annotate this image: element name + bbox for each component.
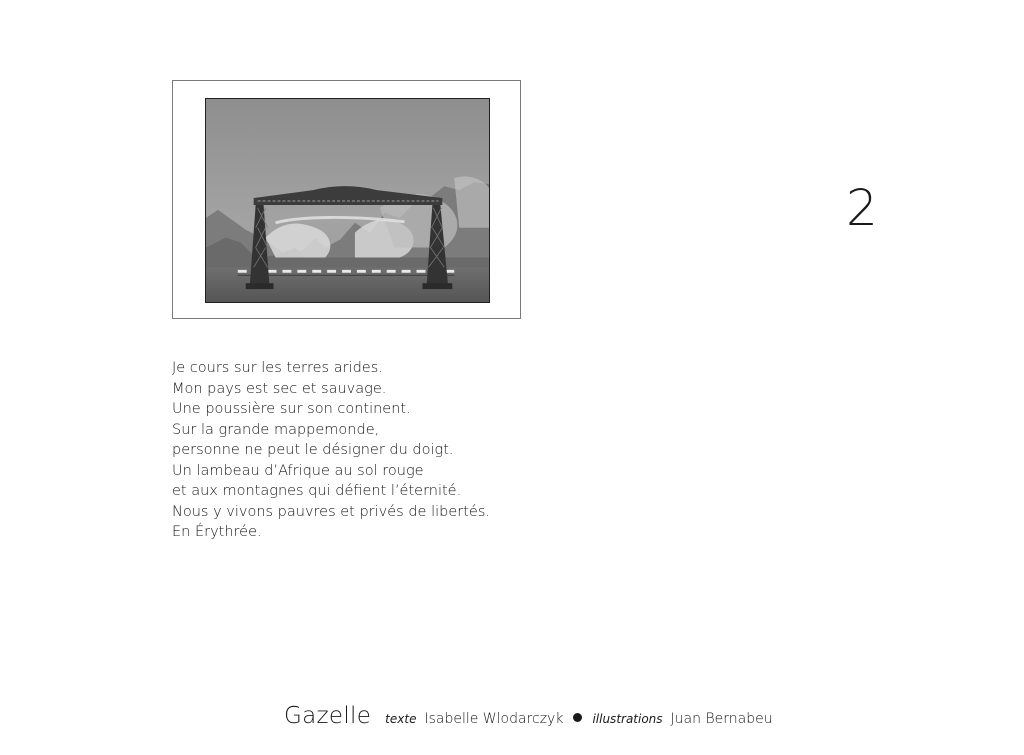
texte-label: texte — [385, 712, 417, 726]
poem-line: Nous y vivons pauvres et privés de libertés. — [172, 503, 490, 520]
illustration-frame — [172, 80, 521, 319]
border-gate-illustration — [205, 98, 490, 303]
illustrations-label: illustrations — [592, 712, 663, 726]
poem-text — [172, 358, 572, 543]
poem-line: personne ne peut le désigner du doigt. — [172, 442, 454, 458]
book-credits — [284, 703, 773, 729]
bullet-separator-icon — [573, 713, 582, 722]
poem-line: Je cours sur les terres arides. — [172, 360, 383, 376]
page-number: 2 — [846, 179, 878, 237]
poem-line: et aux montagnes qui défient l’éternité. — [172, 483, 462, 499]
poem-line: Une poussière sur son continent. — [172, 401, 411, 417]
book-title: Gazelle — [284, 703, 372, 729]
illustrator-name: Juan Bernabeu — [670, 711, 773, 727]
poem-line: Mon pays est sec et sauvage. — [172, 380, 387, 397]
author-name: Isabelle Wlodarczyk — [424, 711, 564, 727]
poem-line: Sur la grande mappemonde, — [172, 421, 380, 438]
poem-line: En Érythrée. — [172, 524, 262, 540]
poem-line: Un lambeau d’Afrique au sol rouge — [172, 462, 424, 479]
